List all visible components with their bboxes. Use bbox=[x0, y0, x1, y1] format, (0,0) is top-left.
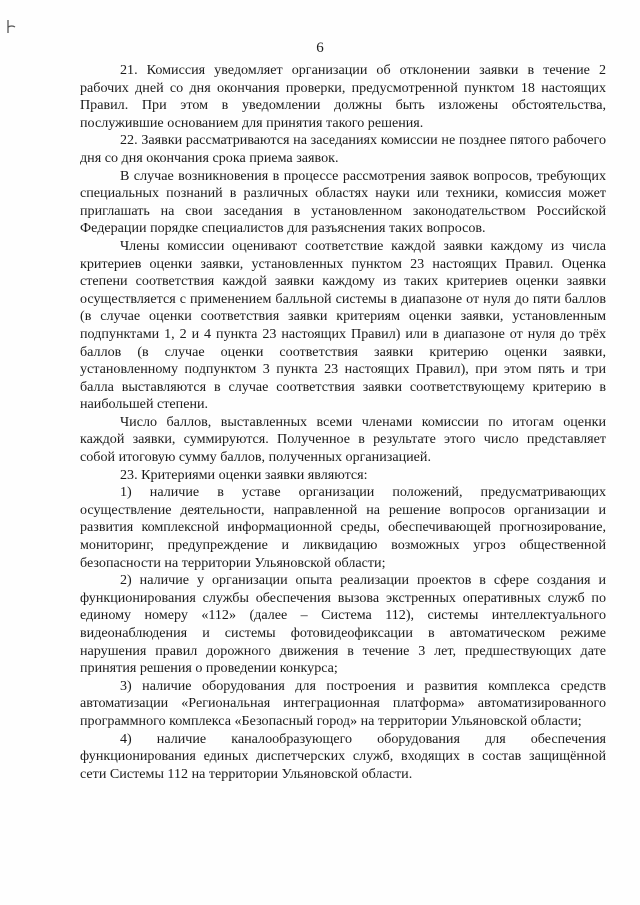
criterion-1: 1) наличие в уставе организации положений, предусматривающих осуществление деятельности, направленной на решение вопросов организации и развития комплексной информационной среды, обеспечивающей прогнозирование, мониторинг, предупреждение и ликвидацию возможных угроз общественной безопасности на территории Ульяновской области; bbox=[80, 484, 606, 571]
paragraph-specialists: В случае возникновения в процессе рассмотрения заявок вопросов, требующих специальных познаний в различных областях науки или техники, комиссия может приглашать на свои заседания в установленном законодательством Российской Федерации порядке специалистов для разъяснения таких вопросов. bbox=[80, 167, 606, 237]
criterion-3: 3) наличие оборудования для построения и развития комплекса средств автоматизации «Региональная интеграционная платформа» автоматизированного программного комплекса «Безопасный город» на территории Ульяновской области; bbox=[80, 677, 606, 729]
paragraph-score-sum: Число баллов, выставленных всеми членами комиссии по итогам оценки каждой заявки, суммируются. Полученное в результате этого число представляет собой итоговую сумму баллов, полученных организацией. bbox=[80, 413, 606, 466]
paragraph-22: 22. Заявки рассматриваются на заседаниях комиссии не позднее пятого рабочего дня со дня окончания срока приема заявок. bbox=[80, 132, 606, 166]
paragraph-evaluation: Члены комиссии оценивают соответствие каждой заявки каждому из числа критериев оценки заявки, установленных пунктом 23 настоящих Правил. Оценка степени соответствия каждой заявки каждому из таких критериев оценки заявки осуществляется с применением балльной системы в диапазоне от нуля до пяти баллов (в случае оценки соответствия заявки критериям оценки заявки, установленным подпунктами 1, 2 и 4 пункта 23 настоящих Правил) или в диапазоне от нуля до трёх баллов (в случае оценки соответствия заявки критерию оценки заявки, установленному подпунктом 3 пункта 23 настоящих Правил), при этом пять и три балла выставляются в случае соответствия заявки соответствующему критерию в наибольшей степени. bbox=[80, 237, 606, 413]
paragraph-21: 21. Комиссия уведомляет организации об отклонении заявки в течение 2 рабочих дней со дня окончания проверки, предусмотренной пунктом 18 настоящих Правил. При этом в уведомлении должны быть изложены обстоятельства, послужившие основанием для принятия такого решения. bbox=[80, 62, 606, 131]
page-number: 6 bbox=[316, 40, 324, 56]
scan-corner-mark bbox=[6, 18, 20, 36]
paragraph-23-heading: 23. Критериями оценки заявки являются: bbox=[120, 466, 368, 483]
criterion-4: 4) наличие каналообразующего оборудования для обеспечения функционирования единых диспетчерских служб, входящих в состав защищённой сети Системы 112 на территории Ульяновской области. bbox=[80, 730, 606, 782]
criterion-2: 2) наличие у организации опыта реализации проектов в сфере создания и функционирования службы обеспечения вызова экстренных оперативных служб по единому номеру «112» (далее – Система 112), системы интеллектуального видеонаблюдения и системы фотовидеофиксации в автоматическом режиме нарушения правил дорожного движения в течение 3 лет, предшествующих дате принятия решения о проведении конкурса; bbox=[80, 572, 606, 677]
document-body bbox=[80, 62, 606, 783]
